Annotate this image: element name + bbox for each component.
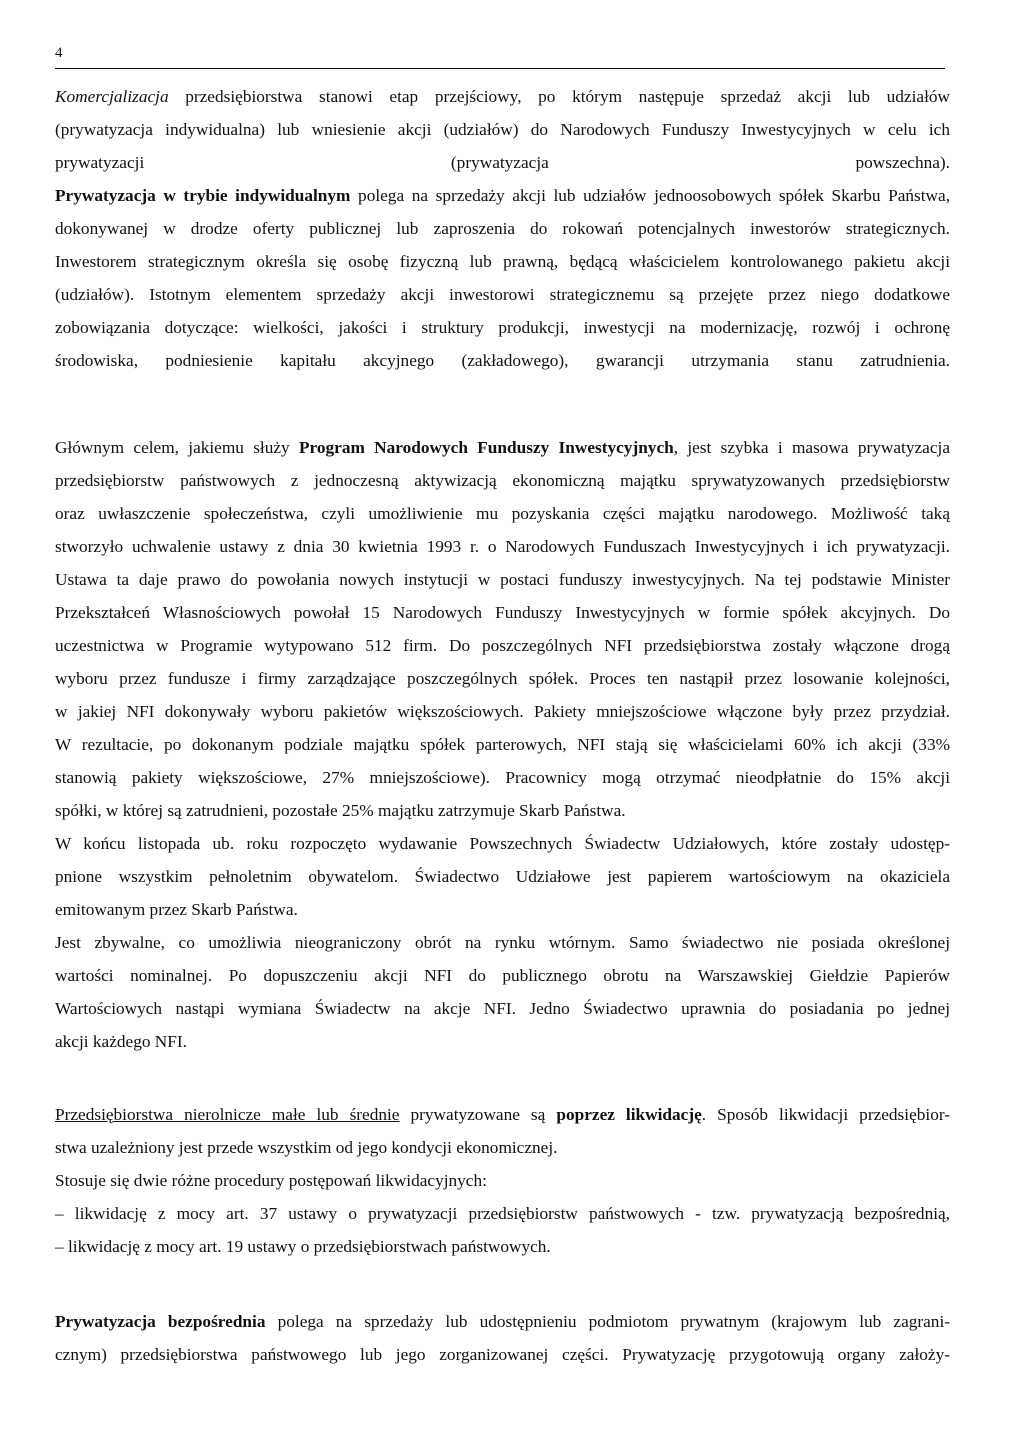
text-run: polega na sprzedaży lub udostępnieniu podmiotom prywatnym (krajowym lub zagrani-	[265, 1312, 951, 1331]
text-run: W rezultacie, po dokonanym podziale majątku spółek parterowych, NFI stają się właścicielami 60% ich akcji (33%	[55, 735, 950, 754]
document-body	[55, 80, 950, 1371]
text-run: Inwestorem strategicznym określa się osobę fizyczną lub prawną, będącą właścicielem kontrolowanego pakietu akcji	[55, 252, 950, 271]
text-run: wartości nominalnej. Po dopuszczeniu akcji NFI do publicznego obrotu na Warszawskiej Giełdzie Papierów	[55, 966, 950, 985]
section-gap	[55, 1058, 950, 1098]
text-run: Przekształceń Własnościowych powołał 15 Narodowych Funduszy Inwestycyjnych w formie spółek akcyjnych. Do	[55, 603, 950, 622]
text-run: prywatyzacji (prywatyzacja powszechna).	[55, 153, 950, 172]
text-line	[55, 893, 950, 926]
text-run: spółki, w której są zatrudnieni, pozostałe 25% majątku zatrzymuje Skarb Państwa.	[55, 801, 626, 820]
text-run: uczestnictwa w Programie wytypowano 512 firm. Do poszczególnych NFI przedsiębiorstwa zostały włączone drogą	[55, 636, 950, 655]
text-run: cznym) przedsiębiorstwa państwowego lub jego zorganizowanej części. Prywatyzację przygotowują organy założy-	[55, 1345, 950, 1364]
text-run: Program Narodowych Funduszy Inwestycyjnych	[298, 438, 674, 457]
text-line	[55, 695, 950, 728]
text-run: Ustawa ta daje prawo do powołania nowych instytucji w postaci funduszy inwestycyjnych. Na tej podstawie Minister	[55, 570, 950, 589]
text-line	[55, 179, 950, 212]
text-line	[55, 827, 950, 860]
text-run: stwa uzależniony jest przede wszystkim od jego kondycji ekonomicznej.	[55, 1138, 558, 1157]
text-run: polega na sprzedaży akcji lub udziałów jednoosobowych spółek Skarbu Państwa,	[350, 186, 951, 205]
text-run: (udziałów). Istotnym elementem sprzedaży akcji inwestorowi strategicznemu są przejęte przez niego dodatkowe	[55, 285, 950, 304]
text-line	[55, 1338, 950, 1371]
text-line	[55, 728, 950, 761]
text-line	[55, 1164, 950, 1197]
paragraph-likwidacja	[55, 1098, 950, 1263]
text-line	[55, 1305, 950, 1338]
text-line	[55, 1098, 950, 1131]
text-line	[55, 860, 950, 893]
text-run: – likwidację z mocy art. 37 ustawy o prywatyzacji przedsiębiorstw państwowych - tzw. prywatyzacją bezpośrednią,	[55, 1204, 950, 1223]
text-line	[55, 1197, 950, 1230]
text-run: Komercjalizacja	[55, 87, 169, 106]
text-line	[55, 761, 950, 794]
text-line	[55, 662, 950, 695]
text-line	[55, 245, 950, 278]
text-run: pnione wszystkim pełnoletnim obywatelom. Świadectwo Udziałowe jest papierem wartościowym na okaziciela	[55, 867, 950, 886]
text-line	[55, 311, 950, 344]
text-run: , jest szybka i masowa prywatyzacja	[673, 438, 950, 457]
text-run: Prywatyzacja bezpośrednia	[55, 1312, 266, 1331]
text-line	[55, 212, 950, 245]
text-run: Przedsiębiorstwa nierolnicze małe lub średnie	[55, 1105, 400, 1124]
text-line	[55, 596, 950, 629]
text-run: Stosuje się dwie różne procedury postępowań likwidacyjnych:	[55, 1171, 487, 1190]
text-line	[55, 146, 950, 179]
text-run: zobowiązania dotyczące: wielkości, jakości i struktury produkcji, inwestycji na modernizację, rozwój i ochronę	[55, 318, 950, 337]
text-run: akcji każdego NFI.	[55, 1032, 187, 1051]
text-line	[55, 629, 950, 662]
header-rule	[55, 68, 945, 69]
text-run: Głównym celem, jakiemu służy	[55, 438, 299, 457]
text-line	[55, 959, 950, 992]
text-line	[55, 431, 950, 464]
paragraph-prywatyzacja-bezposrednia	[55, 1305, 950, 1371]
text-line	[55, 113, 950, 146]
text-line	[55, 1131, 950, 1164]
text-run: stworzyło uchwalenie ustawy z dnia 30 kwietnia 1993 r. o Narodowych Funduszach Inwestycyjnych i ich prywatyzacji.	[55, 537, 950, 556]
text-line	[55, 464, 950, 497]
text-run: poprzez likwidację	[556, 1105, 702, 1124]
text-run: dokonywanej w drodze oferty publicznej lub zaproszenia do rokowań potencjalnych inwestorów strategicznych.	[55, 219, 950, 238]
text-run: Jest zbywalne, co umożliwia nieograniczony obrót na rynku wtórnym. Samo świadectwo nie posiada określonej	[55, 933, 950, 952]
text-run: prywatyzowane są	[399, 1105, 557, 1124]
text-run: W końcu listopada ub. roku rozpoczęto wydawanie Powszechnych Świadectw Udziałowych, które zostały udostęp-	[55, 834, 950, 853]
text-line	[55, 497, 950, 530]
section-gap	[55, 377, 950, 431]
text-run: . Sposób likwidacji przedsiębior-	[701, 1105, 950, 1124]
text-run: emitowanym przez Skarb Państwa.	[55, 900, 298, 919]
text-line	[55, 794, 950, 827]
text-line	[55, 80, 950, 113]
text-run: stanowią pakiety większościowe, 27% mniejszościowe). Pracownicy mogą otrzymać nieodpłatnie do 15% akcji	[55, 768, 950, 787]
page-number: 4	[55, 45, 63, 61]
text-run: – likwidację z mocy art. 19 ustawy o przedsiębiorstwach państwowych.	[55, 1237, 551, 1256]
paragraph-program-nfi	[55, 431, 950, 1058]
text-run: środowiska, podniesienie kapitału akcyjnego (zakładowego), gwarancji utrzymania stanu zatrudnienia.	[55, 351, 950, 370]
text-line	[55, 926, 950, 959]
text-line	[55, 1025, 950, 1058]
text-run: Wartościowych nastąpi wymiana Świadectw na akcje NFI. Jedno Świadectwo uprawnia do posiadania po jednej	[55, 999, 950, 1018]
text-run: wyboru przez fundusze i firmy zarządzające poszczególnych spółek. Proces ten nastąpił przez losowanie kolejności,	[55, 669, 950, 688]
section-gap	[55, 1263, 950, 1305]
text-run: (prywatyzacja indywidualna) lub wniesienie akcji (udziałów) do Narodowych Funduszy Inwestycyjnych w celu ich	[55, 120, 950, 139]
text-line	[55, 278, 950, 311]
paragraph-komercjalizacja	[55, 80, 950, 377]
text-line	[55, 563, 950, 596]
text-run: przedsiębiorstwa stanowi etap przejściowy, po którym następuje sprzedaż akcji lub udziałów	[168, 87, 950, 106]
text-run: przedsiębiorstw państwowych z jednoczesną aktywizacją ekonomiczną majątku sprywatyzowanych przedsiębiorstw	[55, 471, 950, 490]
text-line	[55, 1230, 950, 1263]
text-run: w jakiej NFI dokonywały wyboru pakietów większościowych. Pakiety mniejszościowe włączone były przez przydział.	[55, 702, 950, 721]
text-line	[55, 344, 950, 377]
text-line	[55, 992, 950, 1025]
text-run: oraz uwłaszczenie społeczeństwa, czyli umożliwienie mu pozyskania części majątku narodowego. Możliwość taką	[55, 504, 950, 523]
text-run: Prywatyzacja w trybie indywidualnym	[55, 186, 351, 205]
text-line	[55, 530, 950, 563]
